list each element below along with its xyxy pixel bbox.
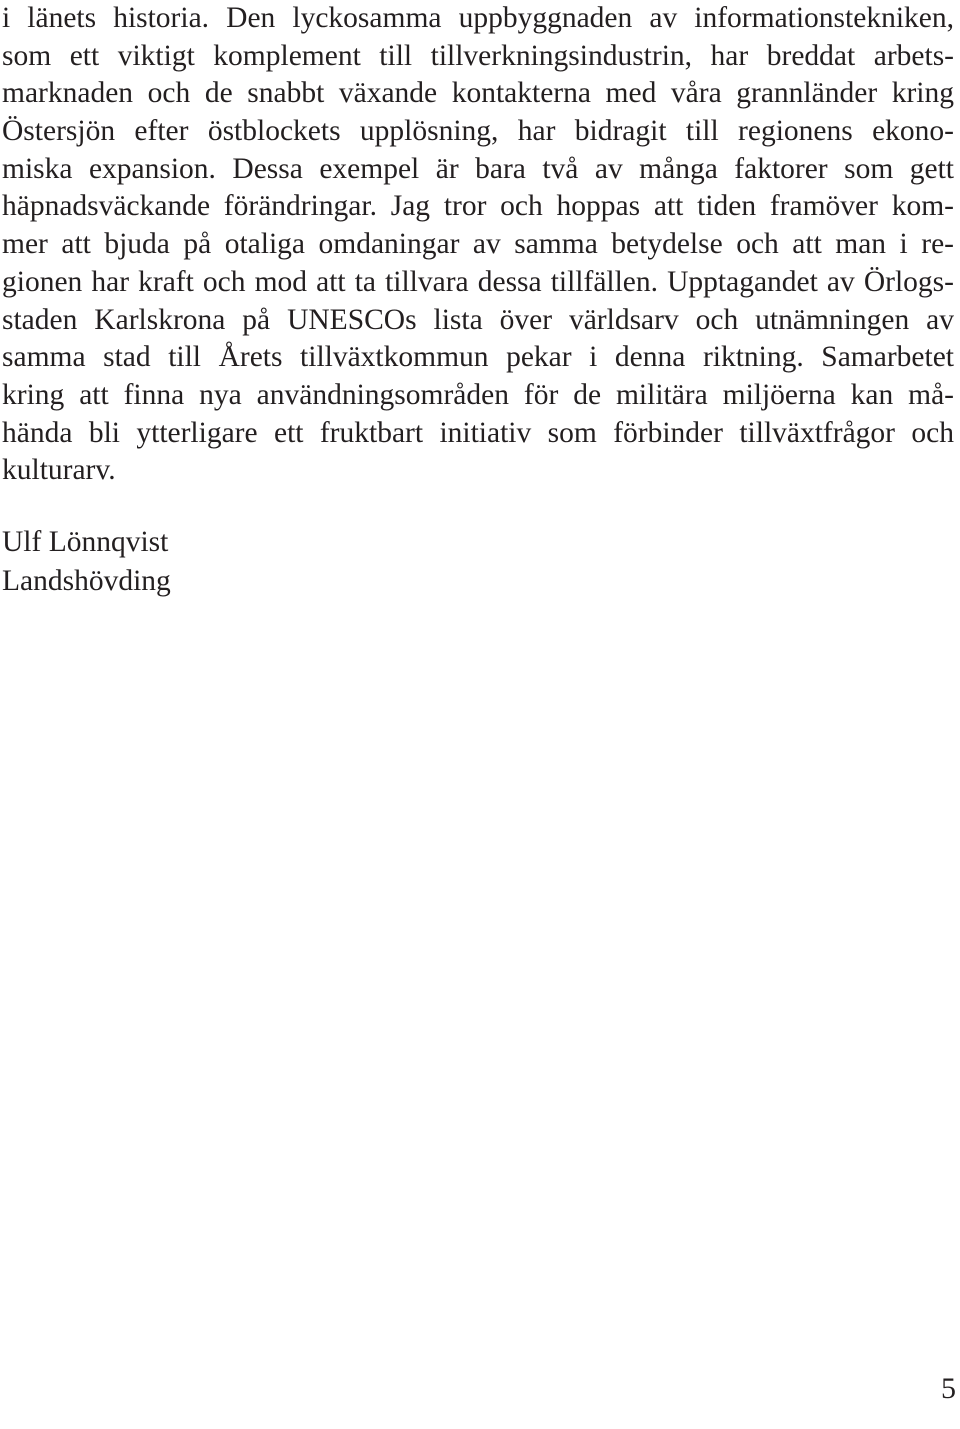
signature-title: Landshövding xyxy=(2,565,171,597)
signature-block xyxy=(2,523,602,601)
body-line-12: hända bli ytterligare ett fruktbart initiativ som förbinder tillväxtfrågor och xyxy=(2,416,954,449)
body-line-10: samma stad till Årets tillväxtkommun pekar i denna riktning. Samarbetet xyxy=(2,341,954,374)
body-line-5: miska expansion. Dessa exempel är bara två av många faktorer som gett xyxy=(2,152,954,185)
body-line-8: gionen har kraft och mod att ta tillvara dessa tillfällen. Upptagandet av Örlogs- xyxy=(2,265,954,298)
body-line-11: kring att finna nya användningsområden för de militära miljöerna kan må- xyxy=(2,378,954,411)
body-line-1: i länets historia. Den lyckosamma uppbyggnaden av informationstekniken, xyxy=(2,2,954,34)
body-line-13: kulturarv. xyxy=(2,454,116,487)
body-line-7: mer att bjuda på otaliga omdaningar av samma betydelse och att man i re- xyxy=(2,228,954,261)
body-line-9: staden Karlskrona på UNESCOs lista över världsarv och utnämningen av xyxy=(2,303,954,336)
body-line-2: som ett viktigt komplement till tillverkningsindustrin, har breddat arbets- xyxy=(2,39,954,72)
body-text xyxy=(2,0,954,490)
signature-name: Ulf Lönnqvist xyxy=(2,526,169,558)
page-number: 5 xyxy=(941,1372,956,1405)
body-line-4: Östersjön efter östblockets upplösning, har bidragit till regionens ekono- xyxy=(2,115,954,148)
body-line-6: häpnadsväckande förändringar. Jag tror och hoppas att tiden framöver kom- xyxy=(2,190,954,223)
body-line-3: marknaden och de snabbt växande kontakterna med våra grannländer kring xyxy=(2,77,954,110)
